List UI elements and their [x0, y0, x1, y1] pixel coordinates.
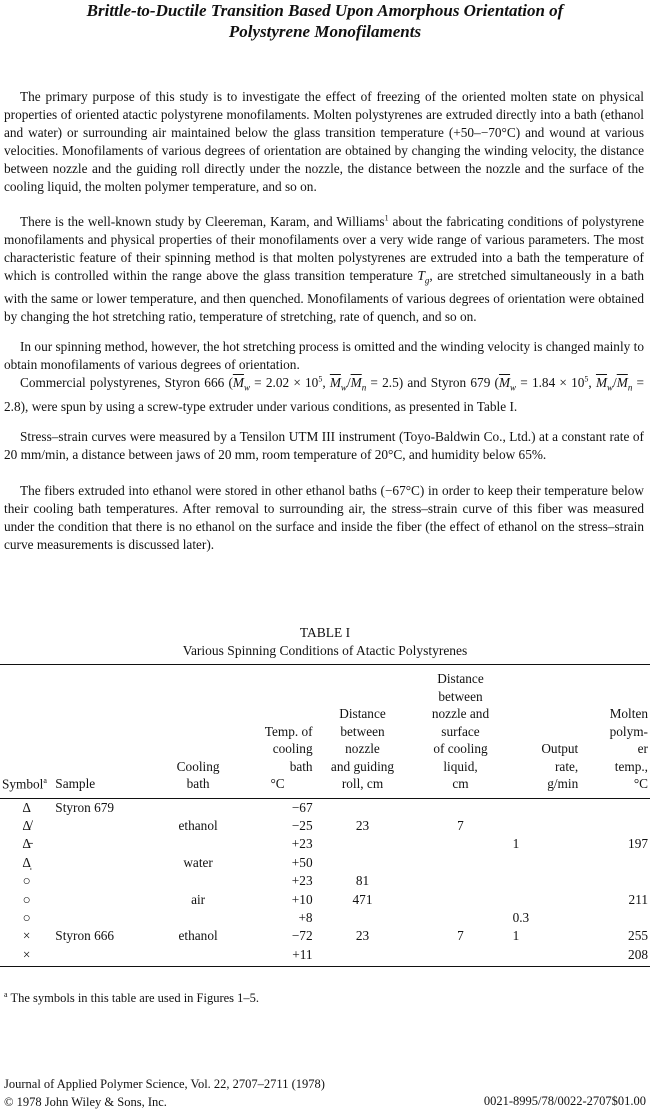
copyright: © 1978 John Wiley & Sons, Inc. — [4, 1094, 167, 1109]
table-row — [0, 872, 650, 890]
row-sample — [53, 872, 155, 890]
paragraph-5: Stress–strain curves were measured by a Tensilon UTM III instrument (Toyo-Baldwin Co., Ltd.) at a constant rate of 20 mm/min, a distance between jaws of 20 mm, room temperature of 20°C, and humidity below 65%. — [4, 429, 644, 462]
table-caption: Various Spinning Conditions of Atactic Polystyrenes — [182, 643, 468, 658]
row-molten: 255 — [628, 928, 648, 944]
row-rate — [511, 817, 581, 835]
row-liquid — [410, 946, 510, 964]
header-cooling-bath: Cooling bath — [176, 758, 220, 791]
row-roll — [315, 946, 411, 964]
row-symbol: Δ̩ — [22, 854, 31, 870]
row-temp: +23 — [291, 873, 313, 889]
table-row — [0, 946, 650, 964]
row-bath: ethanol — [178, 928, 218, 944]
row-liquid — [410, 891, 510, 909]
row-temp: +11 — [292, 946, 313, 962]
paragraph-2: There is the well-known study by Cleereman, Karam, and Williams$^1$ about the fabricating conditions of polystyrene monofilaments and physical properties of their monofilaments over a very wide range of various parameters. The most characteristic feature of their spinning method is that molten polystyrenes are extruded into a bath the temperature of which is controlled within the range above the glass transition temperature $T_g$, are stretched simultaneously in a bath with the same or lower temperature, and then quenched. Monofilaments of various degrees of orientation were obtained by changing the hot stretching ratio, temperature of stretching, rate of quench, and so on. — [4, 213, 644, 325]
row-molten — [580, 854, 650, 872]
row-rate: 1 — [512, 836, 520, 852]
title-line-2: Polystyrene Monofilaments — [228, 22, 422, 41]
header-molten-temp: Molten polym- er temp., °C — [609, 706, 648, 791]
row-rate — [511, 946, 581, 964]
row-molten: 211 — [628, 891, 648, 907]
row-liquid: 7 — [457, 817, 464, 833]
row-bath — [156, 909, 241, 927]
row-roll — [315, 854, 411, 872]
table-bottom-rule — [0, 966, 650, 967]
row-roll: 23 — [355, 817, 370, 833]
row-rate: 0.3 — [512, 909, 530, 925]
row-symbol: × — [22, 946, 31, 962]
table-row — [0, 835, 650, 853]
row-molten: 208 — [628, 946, 648, 962]
table-row — [0, 799, 650, 817]
row-rate — [511, 799, 581, 817]
table-row — [0, 854, 650, 872]
row-liquid — [410, 835, 510, 853]
row-molten — [580, 872, 650, 890]
table-top-rule — [0, 664, 650, 665]
row-roll: 471 — [352, 891, 373, 907]
row-liquid — [410, 854, 510, 872]
row-bath: air — [191, 891, 206, 907]
row-molten — [580, 909, 650, 927]
row-temp: +23 — [291, 836, 313, 852]
header-output-rate: Output rate, g/min — [541, 741, 579, 791]
row-symbol: Δ̵ — [22, 836, 31, 852]
row-roll: 23 — [355, 928, 370, 944]
row-bath: ethanol — [178, 817, 218, 833]
spinning-conditions-table — [0, 670, 650, 964]
row-liquid — [410, 909, 510, 927]
row-molten — [580, 799, 650, 817]
row-symbol: ○ — [22, 873, 31, 889]
row-temp: −67 — [291, 799, 313, 815]
row-sample — [53, 946, 155, 964]
row-roll: 81 — [355, 873, 370, 889]
row-molten: 197 — [628, 836, 648, 852]
row-sample — [53, 909, 155, 927]
row-bath — [156, 872, 241, 890]
row-bath — [156, 946, 241, 964]
row-temp: −72 — [291, 928, 313, 944]
row-bath — [156, 799, 241, 817]
row-bath: water — [183, 854, 213, 870]
table-row — [0, 927, 650, 945]
paragraph-3: In our spinning method, however, the hot stretching process is omitted and the winding velocity is changed mainly to obtain monofilaments of various degrees of orientation. — [4, 339, 644, 372]
row-sample — [53, 891, 155, 909]
row-rate — [511, 872, 581, 890]
row-bath — [156, 835, 241, 853]
row-sample — [53, 835, 155, 853]
row-sample: Styron 666 — [55, 928, 115, 944]
row-liquid: 7 — [457, 928, 464, 944]
row-temp: +8 — [298, 909, 313, 925]
row-symbol: ○ — [22, 909, 31, 925]
table-footnote: $^a$ The symbols in this table are used in Figures 1–5. — [4, 990, 260, 1006]
journal-footer — [4, 1076, 325, 1111]
row-rate — [511, 854, 581, 872]
row-roll — [315, 909, 411, 927]
row-roll — [315, 799, 411, 817]
row-symbol: × — [22, 928, 31, 944]
table-header-row — [0, 670, 650, 798]
row-liquid — [410, 872, 510, 890]
header-distance-liquid: Distance between nozzle and surface of cooling liquid, cm — [431, 671, 490, 791]
header-distance-roll: Distance between nozzle and guiding roll, cm — [330, 706, 395, 791]
row-sample — [53, 817, 155, 835]
table-row — [0, 817, 650, 835]
row-rate — [511, 891, 581, 909]
header-symbol: Symbol$^a$ — [2, 775, 47, 791]
paragraph-1: The primary purpose of this study is to investigate the effect of freezing of the oriented molten state on physical properties of oriented atactic polystyrene monofilaments. Molten polystyrenes are extruded directly into a bath (ethanol and water) or surrounding air maintained below the glass transition temperature (+50–−70°C) and wound at various velocities. Monofilaments of various degrees of orientation are obtained by changing the winding velocity, the distance between nozzle and the guiding roll directly under the nozzle, the distance between the nozzle and the surface of the cooling liquid, the molten polymer temperature, and so on. — [4, 89, 644, 194]
row-sample — [53, 854, 155, 872]
article-code: 0021-8995/78/0022-2707$01.00 — [483, 1094, 646, 1108]
row-rate: 1 — [512, 928, 520, 944]
row-symbol: ○ — [22, 891, 31, 907]
table-row — [0, 909, 650, 927]
row-temp: −25 — [291, 817, 313, 833]
reference-marker: 1 — [384, 213, 389, 223]
header-temp: Temp. of cooling bath °C — [264, 723, 313, 791]
table-label: TABLE I — [299, 625, 351, 640]
row-temp: +50 — [291, 854, 313, 870]
paragraph-6: The fibers extruded into ethanol were stored in other ethanol baths (−67°C) in order to keep their temperature below their cooling bath temperatures. After removal to surrounding air, the stress–strain curve of this fiber was measured under the condition that there is no ethanol on the surface and inside the fiber (the effect of ethanol on the stress–strain curve measurements is discussed later). — [4, 483, 644, 552]
row-molten — [580, 817, 650, 835]
row-symbol: Δ̸ — [22, 817, 31, 833]
paper-title — [0, 0, 650, 42]
table-row — [0, 891, 650, 909]
row-sample: Styron 679 — [55, 799, 115, 815]
row-symbol: Δ — [22, 799, 31, 815]
header-sample: Sample — [55, 776, 96, 791]
title-line-1: Brittle-to-Ductile Transition Based Upon Amorphous Orientation of — [86, 1, 564, 20]
row-roll — [315, 835, 411, 853]
row-liquid — [410, 799, 510, 817]
journal-citation: Journal of Applied Polymer Science, Vol. 22, 2707–2711 (1978) — [4, 1077, 325, 1091]
paragraph-4: Commercial polystyrenes, Styron 666 ($\overline{M}_w = 2.02 \times 10^5$, $\overline{M}_w/\overline{M}_n = 2.5$) and Styron 679 ($\overline{M}_w = 1.84 \times 10^5$, $\overline{M}_w/\overline{M}_n = 2.8$), were spun by using a screw-type extruder under various conditions, as presented in Table I. — [4, 374, 645, 414]
row-temp: +10 — [291, 891, 313, 907]
